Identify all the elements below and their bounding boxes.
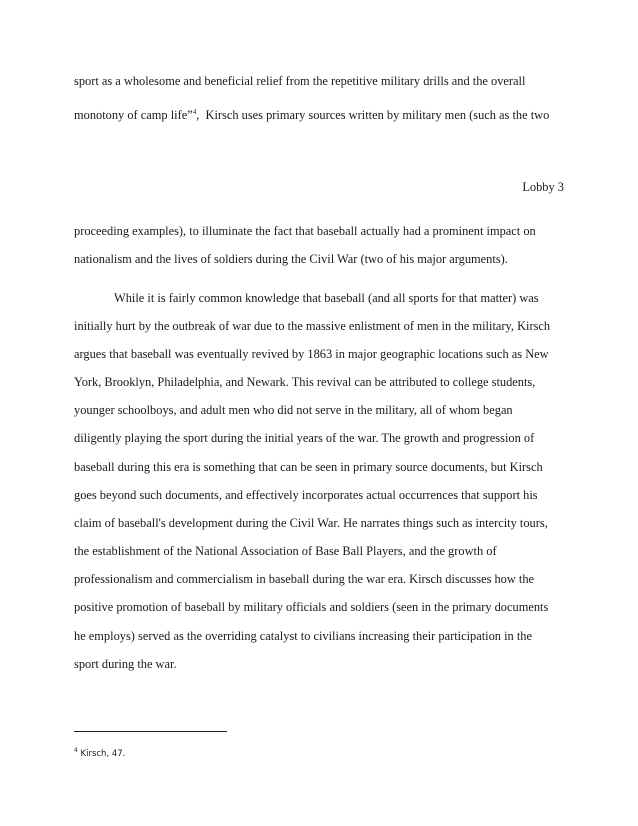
footnote-number: 4 [74,747,78,755]
body-line: proceeding examples), to illuminate the fact that baseball actually had a prominent impact on [74,224,536,238]
body-line: goes beyond such documents, and effectively incorporates actual occurrences that support his [74,488,538,502]
footnote-separator [74,731,227,732]
body-line: diligently playing the sport during the initial years of the war. The growth and progression of [74,431,535,445]
body-line: professionalism and commercialism in baseball during the war era. Kirsch discusses how the [74,572,535,586]
page-header: Lobby 3 [522,180,564,194]
text-line-carryover-2 [74,107,549,123]
footnote [74,748,125,760]
body-line: the establishment of the National Association of Base Ball Players, and the growth of [74,544,497,558]
body-line: positive promotion of baseball by military officials and soldiers (seen in the primary documents [74,600,549,614]
text-line-carryover-1: sport as a wholesome and beneficial relief from the repetitive military drills and the overall [74,74,526,88]
footnote-text: Kirsch, 47. [77,749,126,759]
carryover-quote-end: monotony of camp life” [74,108,193,122]
body-line: claim of baseball's development during the Civil War. He narrates things such as intercity tours, [74,516,548,530]
body-line: initially hurt by the outbreak of war due to the massive enlistment of men in the military, Kirsch [74,319,551,333]
carryover-continuation: Kirsch uses primary sources written by military men (such as the two [205,108,550,122]
body-line: nationalism and the lives of soldiers during the Civil War (two of his major arguments). [74,252,508,266]
body-line: sport during the war. [74,657,177,671]
body-line: York, Brooklyn, Philadelphia, and Newark. This revival can be attributed to college students, [74,375,536,389]
body-line: younger schoolboys, and adult men who did not serve in the military, all of whom began [74,403,513,417]
footnote-reference[interactable]: 4 [192,107,197,116]
body-line: argues that baseball was eventually revived by 1863 in major geographic locations such as New [74,347,549,361]
body-line: he employs) served as the overriding catalyst to civilians increasing their participation in the [74,629,532,643]
body-line: baseball during this era is something that can be seen in primary source documents, but Kirsch [74,460,543,474]
carryover-separator: , [196,108,203,122]
paragraph-first-line: While it is fairly common knowledge that baseball (and all sports for that matter) was [114,291,539,305]
